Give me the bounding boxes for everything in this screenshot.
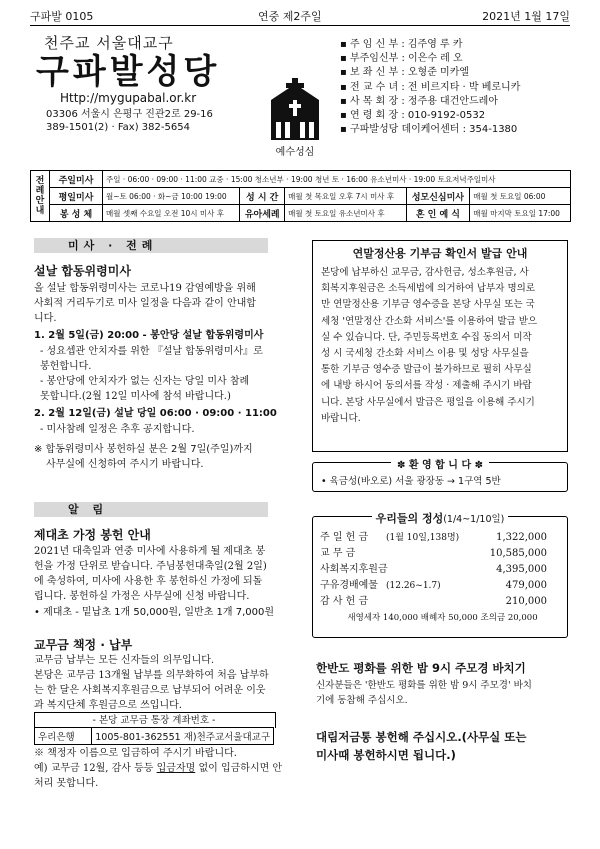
schedule-side-label: 전례안내 xyxy=(31,171,50,222)
donation-receipt-body: 본당에 납부하신 교무금, 감사헌금, 성소후원금, 사 회복지후원금은 소득세법에 의거하여 납부자 명의로 만 연말정산용 기부금 영수증을 본당 사무실 또는 국 세청 '연말정산 간소화 서비스'를 이용하여 발급 받으 실 수 있습니다. 단, 주민등록번호 수집 동의서 미작 성 시 국세청 간소화 서비스 이용 및 성당 사무실을 통한 기부금 영수증 발급이 불가하므로 필히 사무실 에 내방 하시어 동의서를 작성 · 제출해 주시기 바랍 니다. 본당 사무실에서 발급은 평일을 이용해 주시기 바랍니다. xyxy=(321,267,538,424)
offering-list xyxy=(320,530,565,626)
parish-name: 구파발성당 xyxy=(36,52,221,92)
altar-candle-body: 2021년 대축일과 연중 미사에 사용하게 될 제대초 봉 헌을 가정 단위로 받습니다. 주님봉헌대축일(2월 2일) 에 축성하여, 미사에 사용한 후 봉헌하신 가정에 되돌 립니다. 봉헌하실 가정은 사무실에 신청 바랍니다. xyxy=(34,546,267,602)
wedding-label: 혼 인 예 식 xyxy=(406,205,470,222)
infant-baptism-times: 매월 첫 토요일 유소년미사 후 xyxy=(285,205,406,222)
communion-times: 매월 셋째 수요일 오전 10시 미사 후 xyxy=(103,205,240,222)
church-dues-heading: 교무금 책정 · 납부 xyxy=(34,638,133,652)
welcome-box xyxy=(312,462,568,492)
liturgy-schedule-table xyxy=(30,170,571,222)
offering-title: 우리들의 정성 xyxy=(375,512,444,525)
parish-address: 03306 서울시 은평구 진관2로 29-16 xyxy=(46,109,213,120)
offering-row: 주 일 헌 금 (1월 10일,138명) 1,322,000 xyxy=(320,532,547,543)
notice-section-bar: 알 림 xyxy=(34,502,268,517)
issue-number: 구파발 0105 xyxy=(30,10,94,23)
account-title: - 본당 교무금 통장 계좌번호 - xyxy=(92,715,216,726)
wedding-times: 매월 마지막 토요일 17:00 xyxy=(470,205,571,222)
account-number: 1005-801-362551 재)천주교서울대교구 xyxy=(92,728,274,745)
diocese-name: 천주교 서울대교구 xyxy=(44,34,174,52)
mass-section-bar: 미사 · 전례 xyxy=(34,238,268,253)
parish-masthead xyxy=(36,32,266,134)
altar-candle-price: • 제대초 - 밑납초 1개 50,000원, 일반초 1개 7,000원 xyxy=(34,607,275,618)
mass-item-2: 2. 2월 12일(금) 설날 당일 06:00 · 09:00 · 11:00 xyxy=(34,408,277,419)
altar-candle-heading: 제대초 가정 봉헌 안내 xyxy=(34,528,151,542)
holy-hour-times: 매월 첫 목요일 오후 7시 미사 후 xyxy=(285,188,406,205)
mass-item-1: 1. 2월 5일(금) 20:00 - 봉안당 설날 합동위령미사 xyxy=(34,330,264,341)
staff-item: ▪ 사 목 회 장 : 정주용 대건안드레아 xyxy=(340,95,498,107)
marian-mass-label: 성모신심미사 xyxy=(406,188,470,205)
offering-row: 교 무 금 10,585,000 xyxy=(320,548,547,559)
staff-item: ▪ 부주임신부 : 이은수 레 오 xyxy=(340,53,463,65)
offering-footer: 새영세자 140,000 배혜자 50,000 조의금 20,000 xyxy=(347,613,538,623)
sacred-heart-logo xyxy=(265,78,325,158)
sunday-mass-label: 주일미사 xyxy=(50,171,103,188)
offering-period: (1/4~1/10일) xyxy=(443,514,505,525)
liturgical-week: 연중 제2주일 xyxy=(258,10,322,23)
issue-header xyxy=(30,8,570,26)
welcome-title: ✽ 환 영 합 니 다 ✽ xyxy=(391,460,489,471)
staff-item: ▪ 보 좌 신 부 : 오형준 미카엘 xyxy=(340,67,470,79)
communion-label: 봉 성 체 xyxy=(50,205,103,222)
mass-item-1-details: - 성요셉관 안치자를 위한 『설날 합동위령미사』로 봉헌합니다. - 봉안당에 안치자가 없는 신자는 당일 미사 참례 못합니다.(2월 12일 미사에 참석 바랍니다.) xyxy=(40,346,263,402)
holy-hour-label: 성 시 간 xyxy=(240,188,285,205)
infant-baptism-label: 유아세례 xyxy=(240,205,285,222)
korea-peace-body: 신자분들은 '한반도 평화를 위한 밤 9시 주모경' 바치 기에 동참해 주십시오. xyxy=(316,680,532,706)
korea-peace-heading: 한반도 평화를 위한 밤 9시 주모경 바치기 xyxy=(316,661,526,675)
staff-item: ▪ 주 임 신 부 : 김주영 루 카 xyxy=(340,39,463,50)
staff-item: ▪ 연 령 회 장 : 010-9192-0532 xyxy=(340,110,486,122)
donation-receipt-title: 연말정산용 기부금 확인서 발급 안내 xyxy=(352,247,528,260)
dues-note: ※ 책정자 이름으로 입금하여 주시기 바랍니다. 예) 교무금 12월, 감사 등등 입금자명 없이 입금하시면 안 처리 못합니다. xyxy=(34,748,283,789)
offering-row: 감 사 헌 금 210,000 xyxy=(320,596,547,607)
parish-url[interactable]: Http://mygupabal.or.kr xyxy=(60,91,197,105)
weekday-mass-times: 월~토 06:00 · 화~금 10:00 19:00 xyxy=(103,188,240,205)
offering-row: 사회복지후원금 4,395,000 xyxy=(320,564,547,575)
bank-name: 우리은행 xyxy=(35,728,92,745)
staff-item: ▪ 전 교 수 녀 : 전 비르지타 · 박 베로니카 xyxy=(340,81,521,93)
parish-phone: 389-1501(2) · Fax) 382-5654 xyxy=(46,122,190,133)
lunar-new-year-intro: 올 설날 합동위령미사는 코로나19 감염예방을 위해 사회적 거리두기로 미사 일정을 다음과 같이 안내합 니다. xyxy=(34,283,256,324)
welcome-item: • 육금성(바오로) 서울 광장동 → 1구역 5반 xyxy=(321,476,501,487)
marian-mass-times: 매월 첫 토요일 06:00 xyxy=(470,188,571,205)
mass-note: ※ 합동위령미사 봉헌하실 분은 2월 7일(주일)까지 사무실에 신청하여 주시기 바랍니다. xyxy=(34,444,253,470)
advent-bank-notice: 대림저금통 봉헌해 주십시오.(사무실 또는 미사때 봉헌하시면 됩니다.) xyxy=(316,730,527,762)
staff-item: ▪ 구파발성당 데이케어센터 : 354-1380 xyxy=(340,124,518,136)
offering-row: 구유경배예물 (12.26~1.7) 479,000 xyxy=(320,580,547,591)
issue-date: 2021년 1월 17일 xyxy=(482,10,570,23)
weekday-mass-label: 평일미사 xyxy=(50,188,103,205)
logo-caption: 예수성심 xyxy=(275,147,315,158)
church-dues-body: 교무금 납부는 모든 신자들의 의무입니다. 본당은 교무금 13개월 납부를 의무화하여 처음 납부하 는 한 달은 사회복지후원금으로 납부되어 어려운 이웃 과 복지단체 후원금으로 쓰입니다. xyxy=(34,655,269,711)
account-table xyxy=(34,727,274,745)
church-logo-icon xyxy=(265,78,325,144)
sunday-mass-times: 주일 · 06:00 · 09:00 · 11:00 교중 · 15:00 청소년부 · 19:00 청년 토 · 16:00 유소년미사 · 19:00 토요저녁주일미사 xyxy=(103,171,571,188)
lunar-new-year-heading: 설날 합동위령미사 xyxy=(34,264,131,278)
donation-receipt-box xyxy=(312,240,568,452)
staff-list xyxy=(340,38,580,137)
mass-item-2-detail: - 미사참례 일정은 추후 공지합니다. xyxy=(40,424,195,435)
